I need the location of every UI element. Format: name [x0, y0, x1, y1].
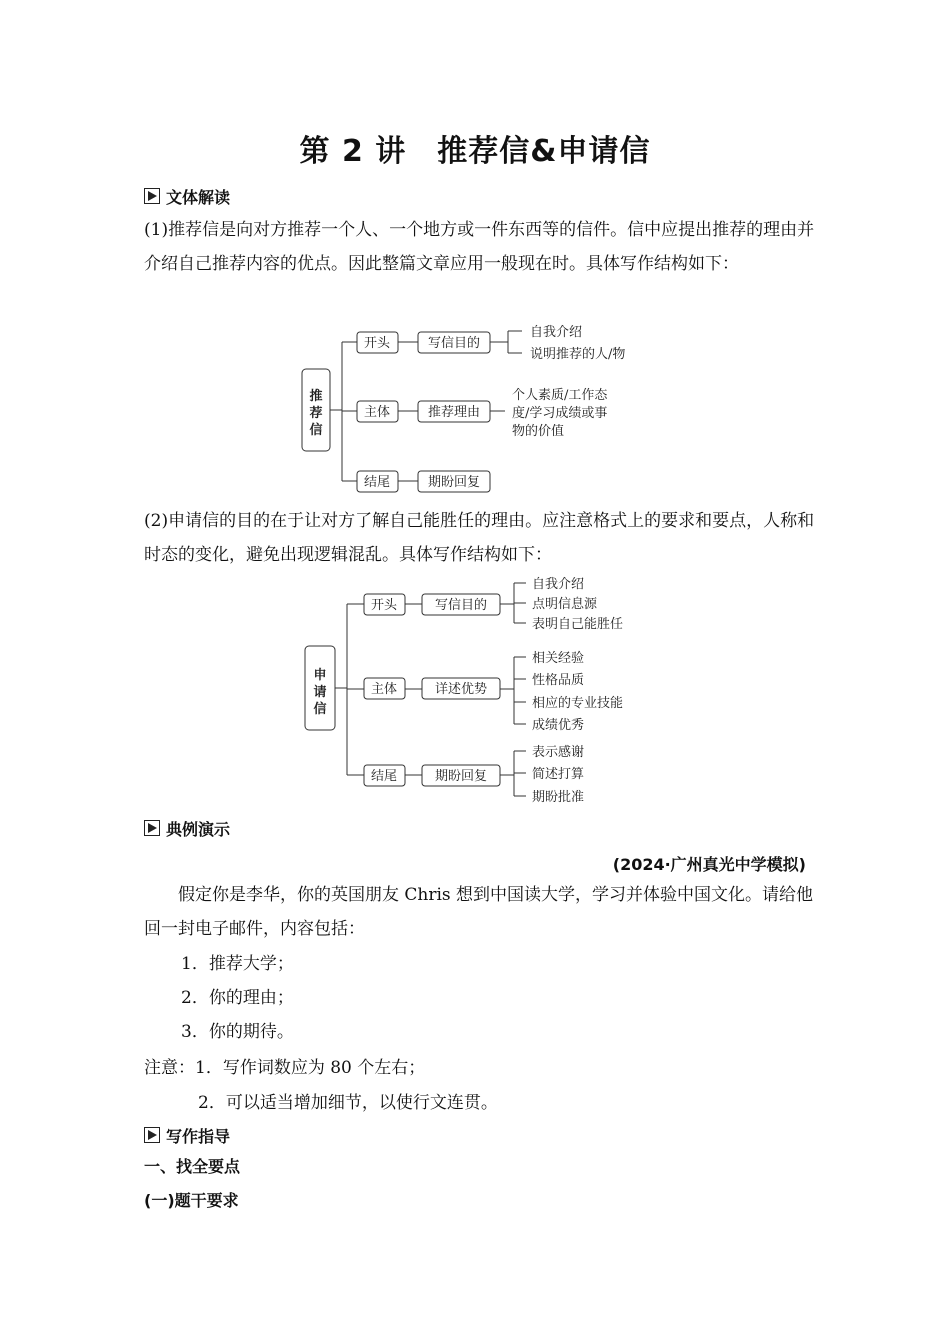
leaf-label: 相应的专业技能: [532, 696, 624, 711]
leaf-label: 成绩优秀: [532, 718, 585, 733]
part-label: 结尾: [370, 769, 398, 784]
root-char: 推: [309, 389, 323, 404]
leaf-label: 个人素质/工作态: [512, 388, 608, 403]
mid-label: 推荐理由: [427, 405, 481, 420]
mid-label: 详述优势: [434, 682, 488, 697]
play-marker-icon: [144, 820, 160, 836]
section-heading-text: 典例演示: [166, 819, 231, 839]
leaf-label: 相关经验: [532, 651, 585, 666]
section-heading-genre: [144, 185, 230, 207]
section-heading-text: 写作指导: [166, 1126, 231, 1146]
leaf-label: 表示感谢: [532, 745, 585, 760]
recommendation-structure-diagram: [300, 324, 660, 496]
part-label: 主体: [363, 405, 391, 420]
play-marker-icon: [144, 1127, 160, 1143]
mid-label: 写信目的: [434, 598, 488, 613]
section-heading-text: 文体解读: [166, 187, 231, 207]
list-item: 2．你的理由；: [181, 988, 294, 1008]
leaf-label: 点明信息源: [532, 597, 598, 612]
play-marker-icon: [144, 188, 160, 204]
writing-prompt: 假定你是李华，你的英国朋友 Chris 想到中国读大学，学习并体验中国文化。请给他回一封电子邮件，内容包括：: [144, 885, 814, 939]
root-char: 荐: [309, 406, 323, 421]
part-label: 结尾: [363, 475, 391, 490]
mid-label: 期盼回复: [427, 475, 481, 490]
leaf-label: 期盼批准: [532, 790, 585, 805]
part-label: 主体: [370, 682, 398, 697]
section-heading-guide: [144, 1124, 230, 1146]
subheading: 一、找全要点: [144, 1157, 241, 1176]
source-citation: (2024·广州真光中学模拟): [612, 855, 806, 874]
leaf-label: 自我介绍: [532, 577, 585, 592]
leaf-label: 物的价值: [512, 424, 565, 439]
leaf-label: 表明自己能胜任: [532, 617, 624, 632]
root-char: 信: [313, 702, 327, 717]
root-char: 信: [309, 423, 323, 438]
list-item: 1．推荐大学；: [181, 954, 294, 974]
leaf-label: 简述打算: [532, 767, 585, 782]
root-char: 申: [313, 668, 327, 683]
leaf-label: 性格品质: [532, 673, 585, 688]
leaf-label: 自我介绍: [530, 325, 583, 340]
mid-label: 写信目的: [427, 336, 481, 351]
subheading: (一)题干要求: [144, 1191, 239, 1210]
paragraph-recommendation: (1)推荐信是向对方推荐一个人、一个地方或一件东西等的信件。信中应提出推荐的理由并介绍自己推荐内容的优点。因此整篇文章应用一般现在时。具体写作结构如下：: [144, 220, 815, 274]
section-heading-example: [144, 817, 230, 839]
application-structure-diagram: [302, 572, 662, 808]
part-label: 开头: [363, 336, 391, 351]
leaf-label: 说明推荐的人/物: [530, 347, 626, 362]
page-title: 第 2 讲 推荐信&申请信: [299, 134, 651, 169]
mid-label: 期盼回复: [434, 769, 488, 784]
note-line: 注意：1．写作词数应为 80 个左右；: [144, 1058, 426, 1078]
list-item: 3．你的期待。: [181, 1022, 294, 1042]
leaf-label: 度/学习成绩或事: [512, 406, 608, 421]
paragraph-application: (2)申请信的目的在于让对方了解自己能胜任的理由。应注意格式上的要求和要点，人称和时态的变化，避免出现逻辑混乱。具体写作结构如下：: [144, 511, 815, 565]
part-label: 开头: [370, 598, 398, 613]
note-line: 2．可以适当增加细节，以使行文连贯。: [198, 1093, 498, 1113]
root-char: 请: [313, 685, 327, 700]
